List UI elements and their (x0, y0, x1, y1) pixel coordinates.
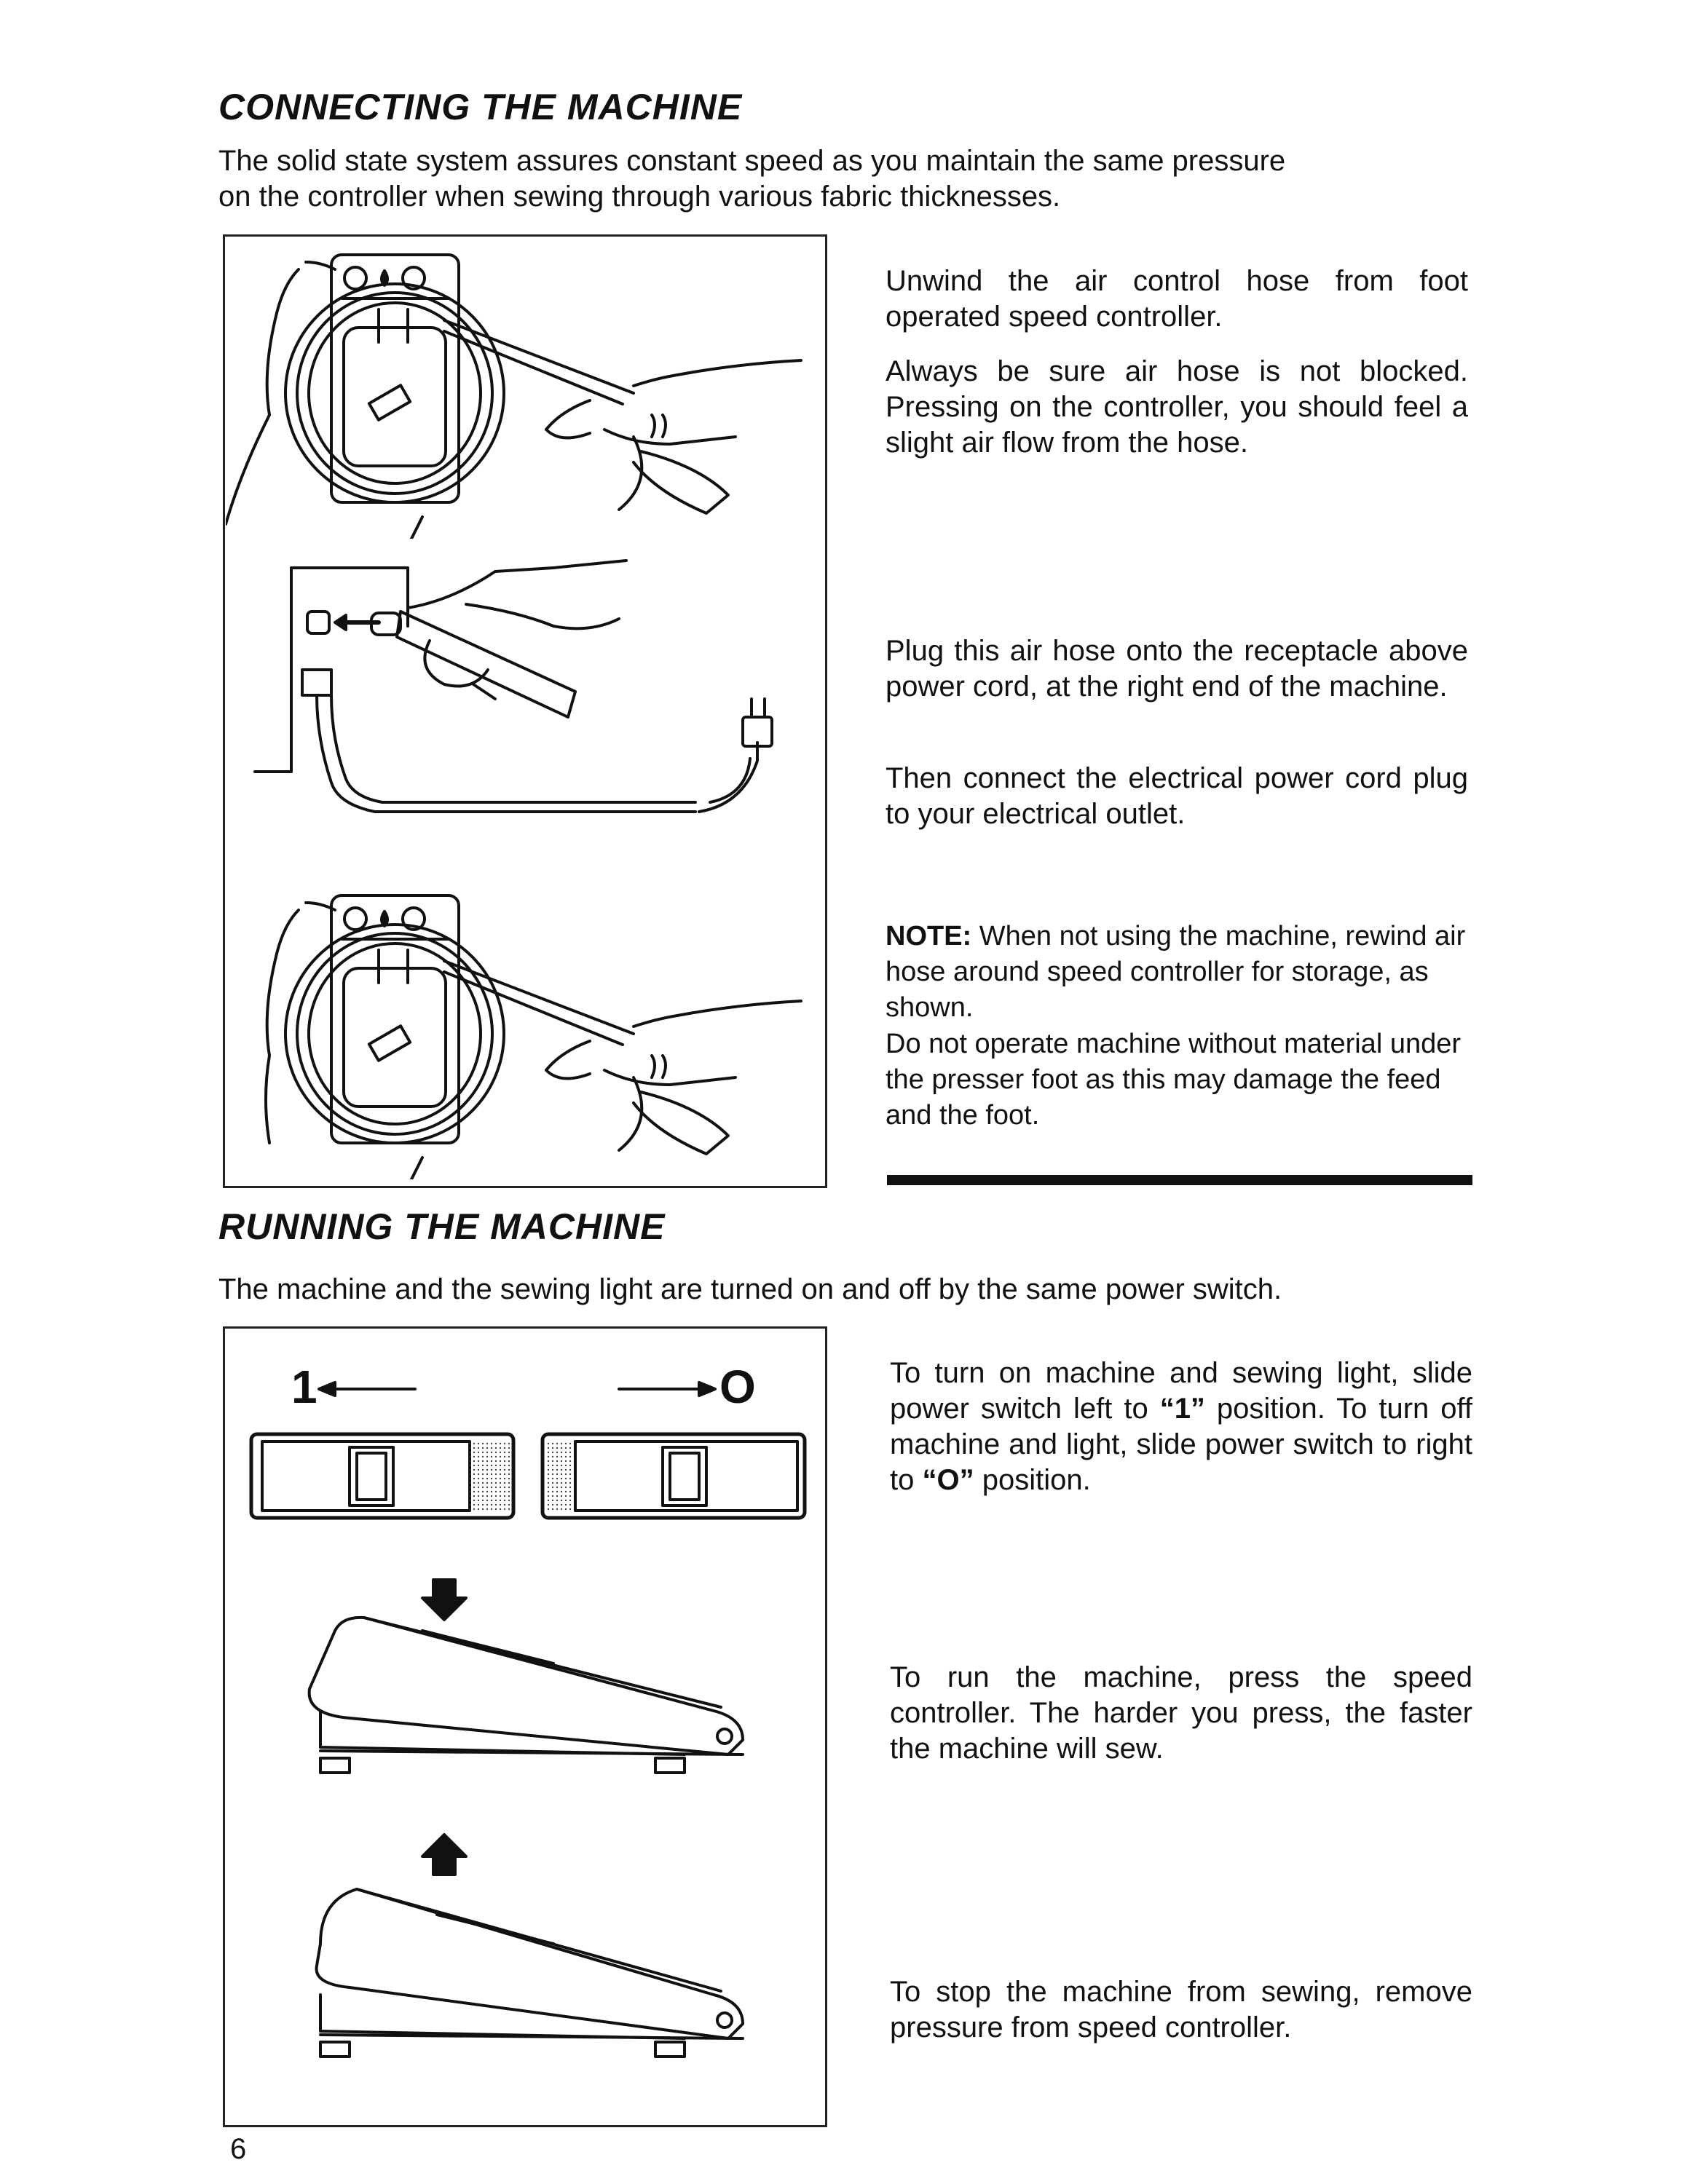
section-divider-bar (887, 1175, 1472, 1185)
controller-pressed-illustration (277, 1572, 801, 1791)
power-switch-instructions (890, 1356, 1472, 1498)
switch-text-c: position. (974, 1464, 1091, 1496)
connecting-intro-line-1: The solid state system assures constant speed as you maintain the same pressure (218, 145, 1286, 177)
step-plug-air-hose: Plug this air hose onto the receptacle above power cord, at the right end of the machine. (886, 635, 1468, 703)
connecting-intro-line-2: on the controller when sewing through various fabric thicknesses. (218, 181, 1061, 213)
step-connect-power-cord: Then connect the electrical power cord plug to your electrical outlet. (886, 762, 1468, 830)
switch-text-b: position. To turn off machine and light, slide power switch to right to (890, 1393, 1473, 1496)
run-machine-instructions: To run the machine, press the speed controller. The harder you press, the faster the machine will sew. (890, 1661, 1472, 1765)
running-intro: The machine and the sewing light are turned on and off by the same power switch. (218, 1273, 1282, 1305)
step-unwind-hose: Unwind the air control hose from foot operated speed controller. (886, 265, 1468, 333)
hose-plug-illustration (226, 553, 823, 859)
stop-machine-instructions: To stop the machine from sewing, remove pressure from speed controller. (890, 1976, 1472, 2043)
switch-text-a: To turn on machine and sewing light, slide power switch left to (890, 1357, 1472, 1425)
switch-on-quote: “1” (1159, 1393, 1205, 1425)
connecting-title: CONNECTING THE MACHINE (218, 87, 743, 127)
controller-rewind-illustration (226, 881, 823, 1179)
controller-released-illustration (277, 1820, 801, 2075)
page-number: 6 (230, 2133, 247, 2165)
note-text: When not using the machine, rewind air hose around speed controller for storage, as shown. (886, 921, 1466, 1023)
note-label: NOTE: (886, 921, 972, 951)
step-check-air-flow: Always be sure air hose is not blocked. Pressing on the controller, you should feel a slight air flow from the hose. (886, 355, 1468, 459)
switch-off-label: O (719, 1361, 756, 1413)
switch-on-label: 1 (291, 1361, 318, 1413)
note-rewind-hose (886, 919, 1468, 1026)
controller-unwind-illustration (226, 240, 823, 539)
power-switch-illustration (240, 1354, 816, 1522)
running-title: RUNNING THE MACHINE (218, 1206, 666, 1247)
warning-no-material: Do not operate machine without material under the presser foot as this may damage the feed and the foot. (886, 1029, 1462, 1131)
switch-off-quote: “O” (922, 1464, 974, 1496)
